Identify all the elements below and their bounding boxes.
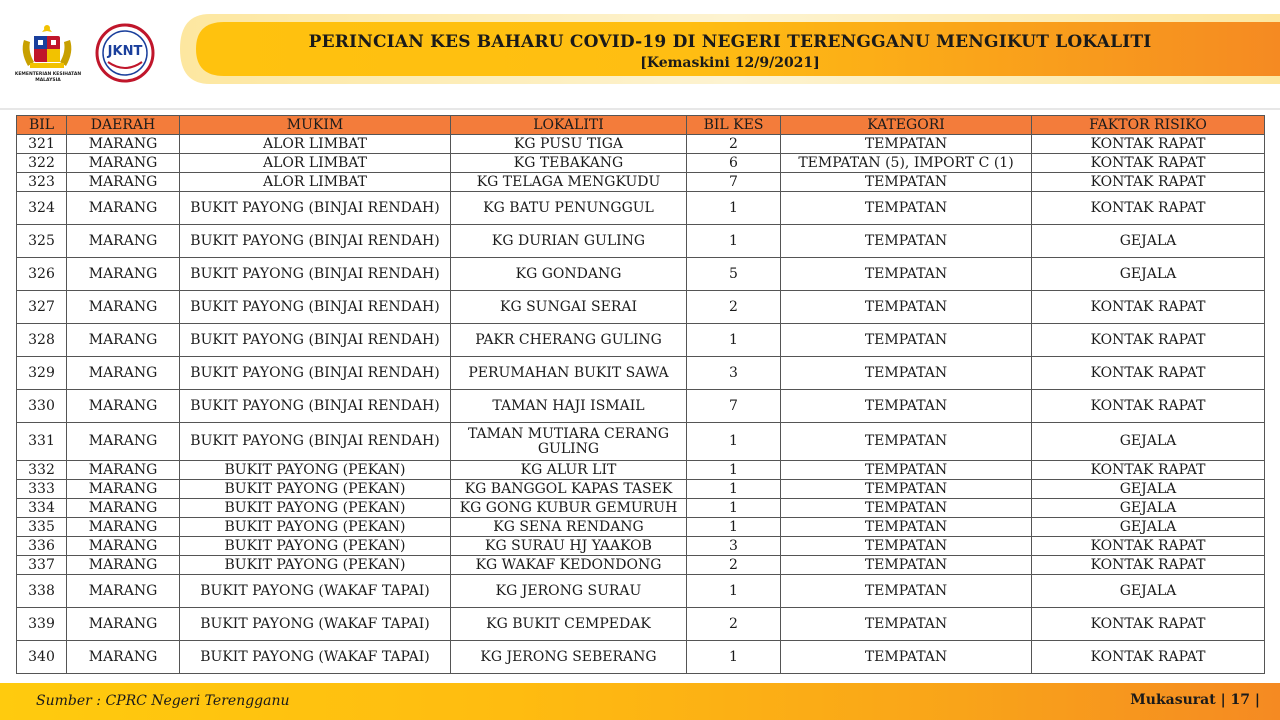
cell-daerah: MARANG [67,291,180,324]
cell-bil: 326 [17,258,67,291]
cell-faktor-risiko: GEJALA [1032,225,1265,258]
cell-kategori: TEMPATAN (5), IMPORT C (1) [781,154,1032,173]
cell-bil-kes: 2 [687,291,781,324]
page-number: Mukasurat | 17 | [1130,692,1260,708]
cell-bil: 337 [17,556,67,575]
cell-daerah: MARANG [67,357,180,390]
cell-lokaliti: KG TELAGA MENGKUDU [451,173,687,192]
cell-kategori: TEMPATAN [781,480,1032,499]
logo-text: JKNT [107,44,143,59]
cell-bil-kes: 1 [687,423,781,461]
footer-bar [0,683,1280,720]
cell-bil: 329 [17,357,67,390]
cell-mukim: BUKIT PAYONG (PEKAN) [180,461,451,480]
header-divider [0,108,1280,110]
cell-faktor-risiko: GEJALA [1032,499,1265,518]
cell-faktor-risiko: KONTAK RAPAT [1032,291,1265,324]
cell-bil: 333 [17,480,67,499]
cell-mukim: BUKIT PAYONG (PEKAN) [180,556,451,575]
cell-bil-kes: 1 [687,480,781,499]
cell-daerah: MARANG [67,324,180,357]
cell-bil-kes: 3 [687,357,781,390]
cell-daerah: MARANG [67,390,180,423]
cell-lokaliti: KG ALUR LIT [451,461,687,480]
cell-mukim: BUKIT PAYONG (WAKAF TAPAI) [180,608,451,641]
table-row [17,291,1265,324]
cell-kategori: TEMPATAN [781,192,1032,225]
table-row [17,135,1265,154]
cell-mukim: ALOR LIMBAT [180,173,451,192]
col-lokaliti: LOKALITI [451,116,687,135]
cell-faktor-risiko: GEJALA [1032,575,1265,608]
cell-faktor-risiko: KONTAK RAPAT [1032,556,1265,575]
cell-bil-kes: 1 [687,641,781,674]
cell-faktor-risiko: KONTAK RAPAT [1032,461,1265,480]
cell-faktor-risiko: KONTAK RAPAT [1032,390,1265,423]
cell-bil: 328 [17,324,67,357]
crest-caption: KEMENTERIAN KESIHATAN MALAYSIA [14,72,82,83]
cell-bil-kes: 2 [687,556,781,575]
cell-daerah: MARANG [67,641,180,674]
page-title: PERINCIAN KES BAHARU COVID-19 DI NEGERI TERENGGANU MENGIKUT LOKALITI [308,32,1152,52]
cell-daerah: MARANG [67,461,180,480]
table-row [17,423,1265,461]
cell-kategori: TEMPATAN [781,518,1032,537]
cell-bil: 321 [17,135,67,154]
cell-daerah: MARANG [67,154,180,173]
col-bil: BIL [17,116,67,135]
cell-kategori: TEMPATAN [781,258,1032,291]
col-bil-kes: BIL KES [687,116,781,135]
table-row [17,390,1265,423]
source-note: Sumber : CPRC Negeri Terengganu [36,693,290,709]
cell-lokaliti: KG SENA RENDANG [451,518,687,537]
cell-faktor-risiko: KONTAK RAPAT [1032,135,1265,154]
cell-bil: 322 [17,154,67,173]
cell-bil-kes: 2 [687,608,781,641]
cell-faktor-risiko: GEJALA [1032,423,1265,461]
cell-kategori: TEMPATAN [781,291,1032,324]
cell-bil: 323 [17,173,67,192]
cell-lokaliti: KG SUNGAI SERAI [451,291,687,324]
cell-daerah: MARANG [67,537,180,556]
cell-lokaliti: KG GONG KUBUR GEMURUH [451,499,687,518]
cell-mukim: BUKIT PAYONG (BINJAI RENDAH) [180,357,451,390]
cell-daerah: MARANG [67,423,180,461]
cell-faktor-risiko: KONTAK RAPAT [1032,357,1265,390]
cell-mukim: BUKIT PAYONG (WAKAF TAPAI) [180,641,451,674]
cell-lokaliti: KG SURAU HJ YAAKOB [451,537,687,556]
cell-daerah: MARANG [67,135,180,154]
jknt-logo-icon [94,22,156,84]
table-row [17,192,1265,225]
col-kategori: KATEGORI [781,116,1032,135]
cell-faktor-risiko: GEJALA [1032,480,1265,499]
cell-mukim: BUKIT PAYONG (BINJAI RENDAH) [180,258,451,291]
cell-mukim: BUKIT PAYONG (PEKAN) [180,480,451,499]
cell-lokaliti: PERUMAHAN BUKIT SAWA [451,357,687,390]
cell-lokaliti: KG PUSU TIGA [451,135,687,154]
cell-mukim: ALOR LIMBAT [180,135,451,154]
cell-bil-kes: 1 [687,192,781,225]
cell-bil-kes: 1 [687,518,781,537]
cell-bil-kes: 1 [687,461,781,480]
table-row [17,537,1265,556]
table-row [17,154,1265,173]
cell-mukim: BUKIT PAYONG (WAKAF TAPAI) [180,575,451,608]
cell-faktor-risiko: KONTAK RAPAT [1032,154,1265,173]
cell-daerah: MARANG [67,192,180,225]
cell-bil: 327 [17,291,67,324]
cell-mukim: BUKIT PAYONG (BINJAI RENDAH) [180,423,451,461]
cell-lokaliti: TAMAN MUTIARA CERANG GULING [451,423,687,461]
cell-bil: 330 [17,390,67,423]
cell-lokaliti: PAKR CHERANG GULING [451,324,687,357]
cell-faktor-risiko: KONTAK RAPAT [1032,192,1265,225]
cell-kategori: TEMPATAN [781,173,1032,192]
cell-kategori: TEMPATAN [781,641,1032,674]
cell-kategori: TEMPATAN [781,556,1032,575]
table-row [17,641,1265,674]
cell-faktor-risiko: KONTAK RAPAT [1032,173,1265,192]
cell-mukim: BUKIT PAYONG (PEKAN) [180,537,451,556]
cell-bil: 340 [17,641,67,674]
table-row [17,324,1265,357]
cell-daerah: MARANG [67,258,180,291]
col-mukim: MUKIM [180,116,451,135]
cell-bil-kes: 6 [687,154,781,173]
table-row [17,556,1265,575]
cell-mukim: ALOR LIMBAT [180,154,451,173]
cell-kategori: TEMPATAN [781,461,1032,480]
cases-table [16,115,1265,674]
table-row [17,480,1265,499]
cell-lokaliti: KG DURIAN GULING [451,225,687,258]
col-faktor-risiko: FAKTOR RISIKO [1032,116,1265,135]
cell-mukim: BUKIT PAYONG (PEKAN) [180,499,451,518]
table-row [17,173,1265,192]
cell-kategori: TEMPATAN [781,135,1032,154]
cell-daerah: MARANG [67,556,180,575]
cell-lokaliti: KG BANGGOL KAPAS TASEK [451,480,687,499]
table-row [17,608,1265,641]
cell-faktor-risiko: GEJALA [1032,518,1265,537]
cell-daerah: MARANG [67,480,180,499]
cell-bil-kes: 1 [687,324,781,357]
cell-bil-kes: 2 [687,135,781,154]
cell-lokaliti: KG GONDANG [451,258,687,291]
update-date: [Kemaskini 12/9/2021] [640,55,820,71]
cell-lokaliti: KG WAKAF KEDONDONG [451,556,687,575]
cell-bil: 335 [17,518,67,537]
cell-kategori: TEMPATAN [781,390,1032,423]
cell-bil: 339 [17,608,67,641]
malaysia-crest-icon [16,22,78,72]
cell-daerah: MARANG [67,499,180,518]
table-row [17,499,1265,518]
cell-bil-kes: 1 [687,499,781,518]
cell-daerah: MARANG [67,575,180,608]
cell-kategori: TEMPATAN [781,608,1032,641]
cell-lokaliti: KG JERONG SURAU [451,575,687,608]
cell-lokaliti: TAMAN HAJI ISMAIL [451,390,687,423]
table-header-row [17,116,1265,135]
cell-bil-kes: 5 [687,258,781,291]
cell-faktor-risiko: KONTAK RAPAT [1032,608,1265,641]
cell-bil-kes: 3 [687,537,781,556]
cell-kategori: TEMPATAN [781,499,1032,518]
cell-mukim: BUKIT PAYONG (BINJAI RENDAH) [180,192,451,225]
cell-daerah: MARANG [67,225,180,258]
cell-faktor-risiko: KONTAK RAPAT [1032,324,1265,357]
cell-bil: 336 [17,537,67,556]
cell-mukim: BUKIT PAYONG (BINJAI RENDAH) [180,324,451,357]
cell-bil: 332 [17,461,67,480]
cell-mukim: BUKIT PAYONG (BINJAI RENDAH) [180,390,451,423]
cell-kategori: TEMPATAN [781,324,1032,357]
cell-kategori: TEMPATAN [781,537,1032,556]
cell-bil-kes: 1 [687,575,781,608]
cell-daerah: MARANG [67,518,180,537]
table-row [17,575,1265,608]
col-daerah: DAERAH [67,116,180,135]
title-banner [180,14,1280,84]
cell-kategori: TEMPATAN [781,423,1032,461]
cell-bil: 331 [17,423,67,461]
cell-lokaliti: KG JERONG SEBERANG [451,641,687,674]
cell-faktor-risiko: GEJALA [1032,258,1265,291]
cell-bil: 325 [17,225,67,258]
table-row [17,357,1265,390]
cell-lokaliti: KG BUKIT CEMPEDAK [451,608,687,641]
cell-lokaliti: KG BATU PENUNGGUL [451,192,687,225]
cell-kategori: TEMPATAN [781,575,1032,608]
table-row [17,461,1265,480]
cell-bil: 324 [17,192,67,225]
cell-mukim: BUKIT PAYONG (BINJAI RENDAH) [180,225,451,258]
cell-faktor-risiko: KONTAK RAPAT [1032,537,1265,556]
cell-bil: 334 [17,499,67,518]
table-row [17,518,1265,537]
cell-bil-kes: 7 [687,390,781,423]
cell-lokaliti: KG TEBAKANG [451,154,687,173]
cell-bil-kes: 1 [687,225,781,258]
cell-bil: 338 [17,575,67,608]
cell-bil-kes: 7 [687,173,781,192]
cell-daerah: MARANG [67,173,180,192]
cell-kategori: TEMPATAN [781,225,1032,258]
cell-mukim: BUKIT PAYONG (PEKAN) [180,518,451,537]
logo-group [10,18,170,88]
cell-daerah: MARANG [67,608,180,641]
table-row [17,225,1265,258]
cell-kategori: TEMPATAN [781,357,1032,390]
table-row [17,258,1265,291]
cell-faktor-risiko: KONTAK RAPAT [1032,641,1265,674]
cell-mukim: BUKIT PAYONG (BINJAI RENDAH) [180,291,451,324]
